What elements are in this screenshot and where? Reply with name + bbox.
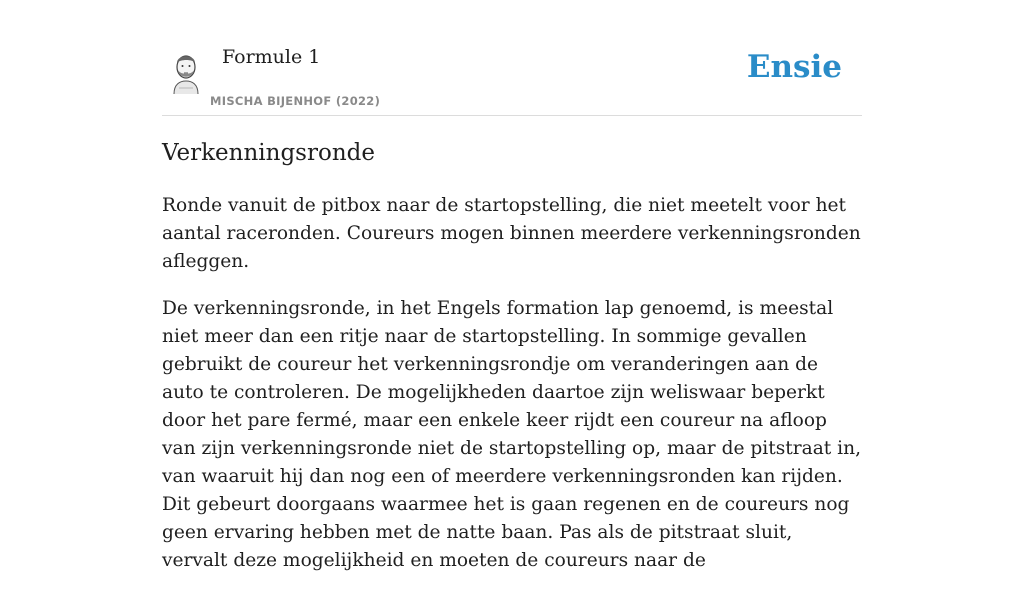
page-container xyxy=(162,0,862,571)
ensie-logo-link[interactable]: Ensie xyxy=(746,49,842,85)
author-credit[interactable]: MISCHA BIJENHOF (2022) xyxy=(210,94,381,108)
article-paragraph: De verkenningsronde, in het Engels formation lap genoemd, is meestal niet meer dan een ritje naar de startopstelling. In sommige gevallen gebruikt de coureur het verkenningsrondje om veranderingen aan de auto te controleren. De mogelijkheden daartoe zijn weliswaar beperkt door het pare fermé, maar een enkele keer rijdt een coureur na afloop van zijn verkenningsronde niet de startopstelling op, maar de pitstraat in, van waaruit hij dan nog een of meerdere verkenningsronden kan rijden. Dit gebeurt doorgaans waarmee het is gaan regenen en de coureurs nog geen ervaring hebben met de natte baan. Pas als de pitstraat sluit, vervalt deze mogelijkheid en moeten de coureurs naar de xyxy=(162,298,861,571)
article-body xyxy=(162,192,862,594)
topic-title[interactable]: Formule 1 xyxy=(222,46,321,68)
author-avatar-icon[interactable] xyxy=(164,48,208,94)
article-title: Verkenningsronde xyxy=(162,140,375,166)
article-paragraph: Ronde vanuit de pitbox naar de startopstelling, die niet meetelt voor het aantal raceronden. Coureurs mogen binnen meerdere verkenningsronden afleggen. xyxy=(162,195,861,272)
article-header xyxy=(162,0,862,116)
